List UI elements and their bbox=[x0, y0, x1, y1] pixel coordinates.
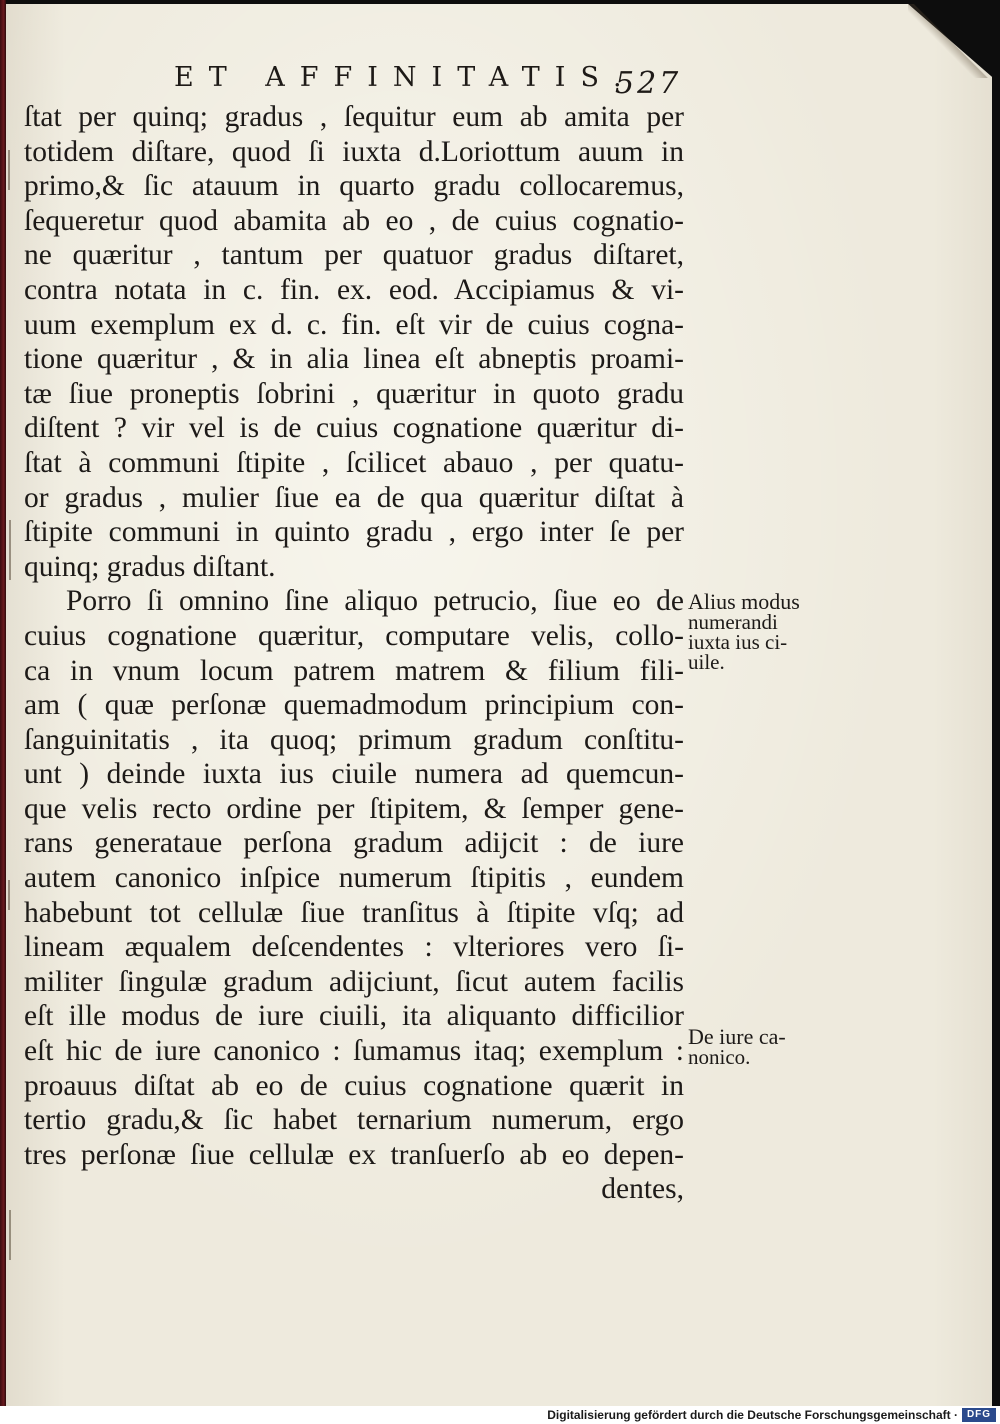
digitization-footer bbox=[0, 1406, 1000, 1424]
binding-mark bbox=[9, 520, 11, 580]
text-line: habebunt tot cellulæ ſiue tranſitus à ſtipite vſq; ad bbox=[24, 896, 684, 929]
text-line: ca in vnum locum patrem matrem & filium fili- bbox=[24, 654, 684, 687]
margin-note-line: numerandi bbox=[688, 610, 778, 634]
margin-note-line: uile. bbox=[688, 650, 725, 674]
text-line: ſequeretur quod abamita ab eo , de cuius cognatio- bbox=[24, 204, 684, 237]
text-line: que velis recto ordine per ſtipitem, & ſemper gene- bbox=[24, 792, 684, 825]
text-line: ſtat à communi ſtipite , ſcilicet abauo , per quatu- bbox=[24, 446, 684, 479]
margin-note-line: De iure ca- bbox=[688, 1024, 786, 1049]
margin-note-line: iuxta ius ci- bbox=[688, 630, 788, 654]
margin-note-de-iure-canonico bbox=[688, 1024, 786, 1069]
text-line: tres perſonæ ſiue cellulæ ex tranſuerſo ab eo depen- bbox=[24, 1138, 684, 1171]
margin-note-line: Alius modus bbox=[688, 589, 800, 614]
text-line: militer ſingulæ gradum adijciunt, ſicut autem facilis bbox=[24, 965, 684, 998]
text-line: contra notata in c. fin. ex. eod. Accipiamus & vi- bbox=[24, 273, 684, 306]
text-line: diſtent ? vir vel is de cuius cognatione quæritur di- bbox=[24, 412, 684, 445]
text-line: autem canonico inſpice numerum ſtipitis , eundem bbox=[24, 862, 684, 895]
text-line: tæ ſiue proneptis ſobrini , quæritur in quoto gradu bbox=[24, 377, 684, 410]
text-line: ſtat per quinq; gradus , ſequitur eum ab amita per bbox=[24, 101, 684, 133]
text-line: unt ) deinde iuxta ius ciuile numera ad quemcun- bbox=[24, 758, 684, 791]
running-head: ET AFFINITATIS. bbox=[174, 62, 637, 93]
binding-mark bbox=[8, 150, 10, 190]
text-line: lineam æqualem deſcendentes : vlteriores vero ſi- bbox=[24, 931, 684, 964]
text-line: am ( quæ perſonæ quemadmodum principium con- bbox=[24, 689, 684, 722]
text-line: proauus diſtat ab eo de cuius cognatione quærit in bbox=[24, 1069, 684, 1102]
binding-mark bbox=[8, 880, 10, 910]
margin-note-alius-modus bbox=[688, 589, 800, 674]
text-line: tertio gradu,& ſic habet ternarium numerum, ergo bbox=[24, 1104, 684, 1137]
catchword: dentes, bbox=[601, 1173, 684, 1206]
body-text bbox=[24, 100, 684, 1207]
margin-note-line: nonico. bbox=[688, 1045, 751, 1069]
book-spine-edge bbox=[0, 0, 6, 1424]
text-line: eſt hic de iure canonico : ſumamus itaq; exemplum : bbox=[24, 1035, 684, 1068]
text-line: tione quæritur , & in alia linea eſt abneptis proami- bbox=[24, 343, 684, 376]
text-line: totidem diſtare, quod ſi iuxta d.Loriottum auum in bbox=[24, 135, 684, 168]
text-line: uum exemplum ex d. c. fin. eſt vir de cuius cogna- bbox=[24, 308, 684, 341]
text-line: Porro ſi omnino ſine aliquo petrucio, ſiue eo de bbox=[66, 585, 684, 618]
text-line: primo,& ſic atauum in quarto gradu collocaremus, bbox=[24, 170, 684, 203]
binding-mark bbox=[9, 1210, 11, 1260]
text-line: cuius cognatione quæritur, computare velis, collo- bbox=[24, 619, 684, 652]
text-line: ne quæritur , tantum per quatuor gradus diſtaret, bbox=[24, 239, 684, 272]
dfg-logo: DFG bbox=[962, 1408, 996, 1422]
text-line: quinq; gradus diſtant. bbox=[24, 550, 276, 583]
footer-credit: Digitalisierung gefördert durch die Deutsche Forschungsgemeinschaft · bbox=[547, 1408, 958, 1422]
text-line: or gradus , mulier ſiue ea de qua quæritur diſtat à bbox=[24, 481, 684, 514]
text-line: ſtipite communi in quinto gradu , ergo inter ſe per bbox=[24, 516, 684, 549]
page-number: 527 bbox=[615, 66, 682, 101]
text-line: ſanguinitatis , ita quoq; primum gradum conſtitu- bbox=[24, 723, 684, 756]
text-line: rans generataue perſona gradum adijcit : de iure bbox=[24, 827, 684, 860]
text-line: eſt ille modus de iure ciuili, ita aliquanto difficilior bbox=[24, 1000, 684, 1033]
